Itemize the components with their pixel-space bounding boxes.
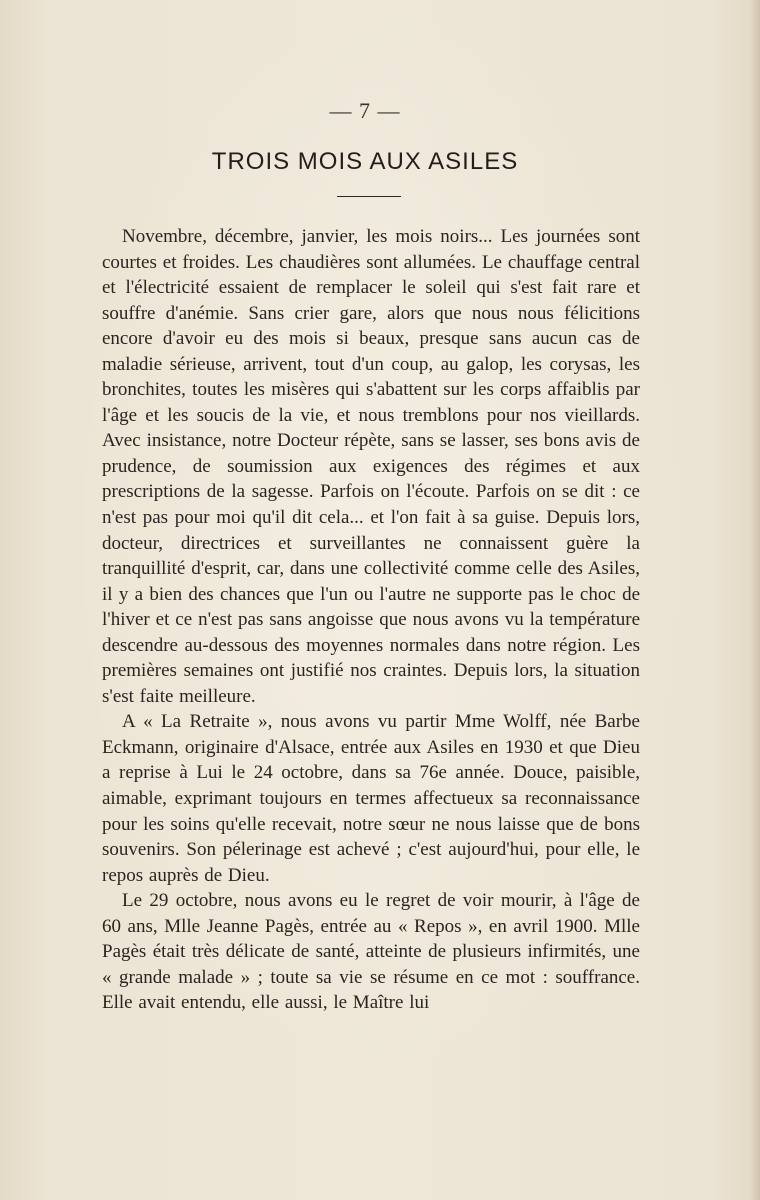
title-divider [337,196,401,197]
page-edge-shadow [750,0,760,1200]
page-number: — 7 — [329,98,401,123]
paragraph: A « La Retraite », nous avons vu partir Mme Wolff, née Barbe Eckmann, originaire d'Alsace, entrée aux Asiles en 1930 et que Dieu a reprise à Lui le 24 octobre, dans sa 76e année. Douce, paisible, aimable, exprimant toujours en termes affectueux sa reconnaissance pour les soins qu'elle recevait, notre sœur ne nous laisse que de bons souvenirs. Son pélerinage est achevé ; c'est aujourd'hui, pour elle, le repos auprès de Dieu. [102,711,640,886]
paragraph: Novembre, décembre, janvier, les mois noirs... Les journées sont courtes et froides. Les chaudières sont allumées. Le chauffage central et l'électricité essaient de remplacer le soleil qui s'est fait rare et souffre d'anémie. Sans crier gare, alors que nous nous félicitions encore d'avoir eu des mois si beaux, presque sans aucun cas de maladie sérieuse, arrivent, tout d'un coup, au galop, les corysas, les bronchites, toutes les misères qui s'abattent sur les corps affaiblis par l'âge et les soucis de la vie, et nous tremblons pour nos vieillards. Avec insistance, notre Docteur répète, sans se lasser, ses bons avis de prudence, de soumission aux exigences des régimes et aux prescriptions de la sagesse. Parfois on l'écoute. Parfois on se dit : ce n'est pas pour moi qu'il dit cela... et l'on fait à sa guise. Depuis lors, docteur, directrices et surveillantes ne connaissent guère la tranquillité d'esprit, car, dans une collectivité comme celle des Asiles, il y a bien des chances que l'un ou l'autre ne supporte pas le choc de l'hiver et ce n'est pas sans angoisse que nous avons vu la température descendre au-dessous des moyennes normales dans notre région. Les premières semaines ont justifié nos craintes. Depuis lors, la situation s'est faite meilleure. [102,226,640,707]
paragraph: Le 29 octobre, nous avons eu le regret de voir mourir, à l'âge de 60 ans, Mlle Jeanne Pagès, entrée au « Repos », en avril 1900. Mlle Pagès était très délicate de santé, atteinte de plusieurs infirmités, une « grande malade » ; toute sa vie se résume en ce mot : souffrance. Elle avait entendu, elle aussi, le Maître lui [102,890,640,1014]
body-text [102,224,640,1016]
page-title: TROIS MOIS AUX ASILES [211,148,519,175]
